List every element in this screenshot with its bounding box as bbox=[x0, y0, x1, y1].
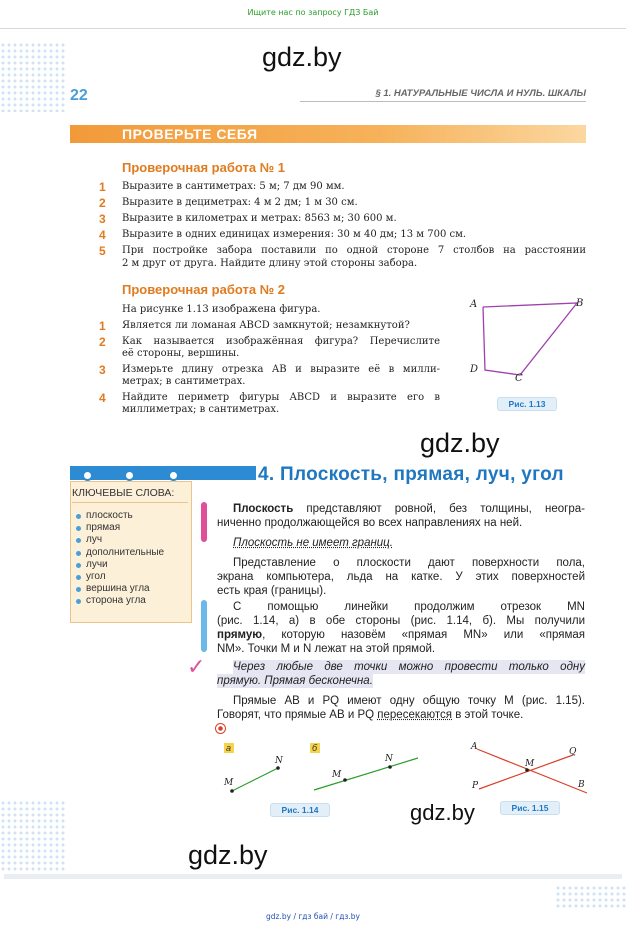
watermark: gdz.by bbox=[188, 840, 268, 870]
section-title-bar bbox=[70, 466, 256, 480]
text-line: экрана компьютера, льда на катке. У этих поверхностей bbox=[217, 571, 585, 583]
line-mn bbox=[314, 758, 418, 790]
definition-marker bbox=[201, 502, 207, 542]
footer-links[interactable]: gdz.by / гдз бай / гдз.by bbox=[266, 912, 360, 921]
dot-pattern-top-left bbox=[0, 42, 66, 112]
text-line bbox=[217, 628, 585, 642]
keyword-item: дополнительные bbox=[76, 547, 190, 559]
label-q: Q bbox=[569, 747, 577, 757]
page-bottom-edge bbox=[4, 874, 622, 879]
keyword-item: луч bbox=[76, 534, 190, 546]
rule-line-line1: Через любые две точки можно провести только одну bbox=[233, 661, 585, 673]
label-c: C bbox=[515, 373, 523, 384]
binder-ring-icon bbox=[82, 470, 93, 481]
point-m bbox=[230, 789, 234, 793]
task-text: Выразите в одних единицах измерения: 30 м 40 дм; 13 м 700 см. bbox=[122, 229, 467, 240]
check-yourself-banner bbox=[70, 125, 586, 143]
text-line: есть края (границы). bbox=[217, 585, 327, 597]
binder-ring-icon bbox=[124, 470, 135, 481]
rule-plane: Плоскость не имеет границ. bbox=[233, 537, 393, 549]
test1-title: Проверочная работа № 1 bbox=[122, 160, 286, 175]
task-text: метрах; в сантиметрах. bbox=[122, 376, 246, 387]
rule-line-line2: прямую. Прямая бесконечна. bbox=[217, 675, 373, 687]
test2-title: Проверочная работа № 2 bbox=[122, 282, 286, 297]
task-number: 4 bbox=[99, 228, 106, 242]
term-line: прямую bbox=[217, 629, 263, 641]
keyword-item: вершина угла bbox=[76, 583, 190, 595]
banner-title: ПРОВЕРЬТЕ СЕБЯ bbox=[122, 126, 258, 142]
watermark: gdz.by bbox=[410, 800, 475, 825]
test2-intro: На рисунке 1.13 изображена фигура. bbox=[122, 304, 321, 315]
task-text: 2 м друг от друга. Найдите длину этой стороны забора. bbox=[122, 258, 418, 269]
label-m: M bbox=[525, 759, 535, 769]
task-number: 4 bbox=[99, 391, 106, 405]
example-marker bbox=[201, 600, 207, 652]
term-plane: Плоскость bbox=[233, 503, 294, 515]
polygon-abcd bbox=[483, 303, 577, 375]
text-line: Прямые AB и PQ имеют одну общую точку M (рис. 1.15). bbox=[233, 695, 585, 707]
label-d: D bbox=[470, 364, 479, 375]
task-text: Найдите периметр фигуры ABCD и выразите его в bbox=[122, 392, 440, 403]
text-line: (рис. 1.14, а) в обе стороны (рис. 1.14, б). Мы получили bbox=[217, 615, 585, 627]
top-search-link[interactable]: Ищите нас по запросу ГДЗ Бай bbox=[247, 8, 379, 17]
task-number: 3 bbox=[99, 363, 106, 377]
task-number: 2 bbox=[99, 335, 106, 349]
section-title: 4. Плоскость, прямая, луч, угол bbox=[258, 464, 564, 485]
keywords-heading: КЛЮЧЕВЫЕ СЛОВА: bbox=[72, 487, 175, 499]
binder-ring-icon bbox=[168, 470, 179, 481]
text-line: NM». Точки M и N лежат на этой прямой. bbox=[217, 643, 436, 655]
task-text: Измерьте длину отрезка AB и выразите её в милли- bbox=[122, 364, 440, 375]
figure-1-15 bbox=[465, 735, 590, 800]
term-intersect: пересекаются bbox=[377, 709, 453, 721]
checkmark-icon: ✓ bbox=[187, 655, 206, 680]
point-n bbox=[276, 766, 280, 770]
label-a: а bbox=[226, 743, 232, 753]
text-line bbox=[217, 708, 523, 722]
keyword-item: лучи bbox=[76, 559, 190, 571]
task-number: 2 bbox=[99, 196, 106, 210]
text: в этой точке. bbox=[452, 709, 524, 721]
task-number: 1 bbox=[99, 180, 106, 194]
paragraph-plane-line1 bbox=[233, 502, 585, 516]
text: представляют ровной, без толщины, неогра- bbox=[293, 503, 585, 515]
label-m: M bbox=[224, 778, 234, 788]
text-line: С помощью линейки продолжим отрезок MN bbox=[233, 601, 585, 613]
keyword-item: плоскость bbox=[76, 510, 190, 522]
figure-1-13 bbox=[460, 290, 600, 390]
label-b: B bbox=[578, 780, 585, 790]
keyword-item: сторона угла bbox=[76, 595, 190, 607]
figure-caption: Рис. 1.15 bbox=[500, 801, 560, 815]
watermark: gdz.by bbox=[262, 42, 342, 72]
label-b: B bbox=[576, 298, 584, 309]
label-n: N bbox=[275, 756, 283, 766]
label-p: P bbox=[472, 781, 479, 791]
label-n: N bbox=[385, 754, 393, 764]
text-line: ниченно продолжающейся во всех направлениях на ней. bbox=[217, 517, 523, 529]
watermark: gdz.by bbox=[420, 428, 500, 458]
point-m bbox=[343, 778, 347, 782]
figure-caption: Рис. 1.13 bbox=[497, 397, 557, 411]
label-a: A bbox=[471, 742, 478, 752]
point-n bbox=[388, 765, 392, 769]
label-a: A bbox=[470, 299, 478, 310]
page-number: 22 bbox=[70, 87, 88, 104]
task-text: Является ли ломаная ABCD замкнутой; незамкнутой? bbox=[122, 320, 410, 331]
keywords-list bbox=[76, 510, 190, 608]
task-text: миллиметрах; в сантиметрах. bbox=[122, 404, 280, 415]
dot-pattern-bottom-right bbox=[555, 885, 626, 909]
text-line: Представление о плоскости дают поверхности пола, bbox=[233, 557, 585, 569]
text: Говорят, что прямые AB и PQ bbox=[217, 709, 378, 721]
task-text: её стороны, вершины. bbox=[122, 348, 240, 359]
task-text: Выразите в дециметрах: 4 м 2 дм; 1 м 30 см. bbox=[122, 197, 358, 208]
text: , которую назовём «прямая MN» или «прямая bbox=[262, 629, 585, 641]
keyword-item: угол bbox=[76, 571, 190, 583]
label-m: M bbox=[332, 770, 342, 780]
task-text: При постройке забора поставили по одной стороне 7 столбов на расстоянии bbox=[122, 245, 586, 256]
segment-mn bbox=[232, 768, 278, 791]
task-text: Выразите в километрах и метрах: 8563 м; 30 600 м. bbox=[122, 213, 397, 224]
task-text: Выразите в сантиметрах: 5 м; 7 дм 90 мм. bbox=[122, 181, 345, 192]
task-text: Как называется изображённая фигура? Перечислите bbox=[122, 336, 440, 347]
dot-pattern-bottom-left bbox=[0, 800, 66, 872]
figure-1-14 bbox=[210, 740, 430, 810]
keywords-divider bbox=[72, 502, 188, 503]
figure-caption: Рис. 1.14 bbox=[270, 803, 330, 817]
keyword-item: прямая bbox=[76, 522, 190, 534]
task-number: 1 bbox=[99, 319, 106, 333]
task-number: 3 bbox=[99, 212, 106, 226]
task-number: 5 bbox=[99, 244, 106, 258]
target-icon bbox=[215, 723, 226, 734]
running-head: § 1. НАТУРАЛЬНЫЕ ЧИСЛА И НУЛЬ. ШКАЛЫ bbox=[300, 88, 586, 102]
label-b: б bbox=[312, 743, 318, 753]
